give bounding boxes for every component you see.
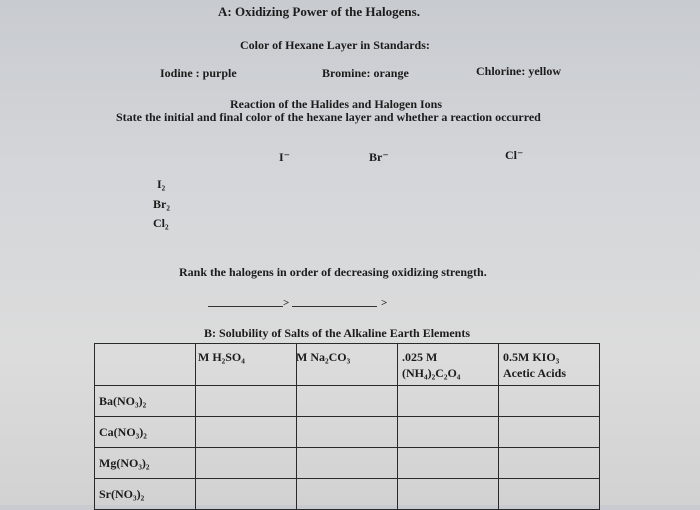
table-cell[interactable]: [398, 448, 499, 479]
row-label-mg: Mg(NO₃)₂: [95, 448, 196, 479]
section-b-title: B: Solubility of Salts of the Alkaline Earth Elements: [204, 326, 471, 340]
header-oxalate-line1: .025 M: [402, 349, 438, 364]
col-header-chloride: Cl⁻: [505, 148, 524, 162]
table-cell[interactable]: [499, 417, 600, 448]
table-cell[interactable]: [398, 386, 499, 417]
reaction-heading: Reaction of the Halides and Halogen Ions: [230, 97, 443, 111]
table-cell[interactable]: [297, 417, 398, 448]
table-cell: [196, 344, 297, 386]
table-row: [95, 417, 600, 448]
header-kio3-line2: Acetic Acids: [503, 365, 566, 380]
header-oxalate-line2: (NH₄)₂C₂O₄: [402, 365, 461, 380]
row-label-sr: Sr(NO₃)₂: [95, 479, 196, 510]
header-kio3-cell: [499, 344, 600, 386]
header-na2co3: M Na₂CO₃: [296, 350, 351, 364]
table-cell: [297, 344, 398, 386]
table-cell[interactable]: [499, 386, 600, 417]
row-label-iodine: I₂: [157, 177, 166, 191]
row-label-chlorine: Cl₂: [153, 216, 169, 230]
table-header-row: [95, 344, 600, 386]
rank-blank-1[interactable]: [208, 306, 283, 307]
table-cell[interactable]: [196, 417, 297, 448]
header-oxalate-cell: [398, 344, 499, 386]
rank-separator-2: >: [381, 297, 388, 309]
section-a-title: A: Oxidizing Power of the Halogens.: [218, 4, 420, 19]
table-cell: [95, 344, 196, 386]
row-label-ca: Ca(NO₃)₂: [95, 417, 196, 448]
row-label-bromine: Br₂: [153, 197, 170, 211]
iodine-standard: Iodine : purple: [160, 66, 237, 80]
table-cell[interactable]: [196, 448, 297, 479]
rank-prompt: Rank the halogens in order of decreasing oxidizing strength.: [179, 265, 487, 279]
table-cell[interactable]: [297, 386, 398, 417]
bromine-standard: Bromine: orange: [322, 66, 409, 80]
col-header-iodide: I⁻: [279, 150, 291, 164]
table-cell[interactable]: [398, 417, 499, 448]
instruction-text: State the initial and final color of the hexane layer and whether a reaction occurred: [116, 110, 541, 124]
standards-heading: Color of Hexane Layer in Standards:: [240, 38, 430, 52]
row-label-ba: Ba(NO₃)₂: [95, 386, 196, 417]
col-header-bromide: Br⁻: [369, 150, 389, 164]
rank-separator-1: >: [283, 297, 290, 309]
table-row: [95, 386, 600, 417]
chlorine-standard: Chlorine: yellow: [476, 64, 561, 78]
table-cell[interactable]: [196, 386, 297, 417]
table-row: [95, 448, 600, 479]
header-kio3-line1: 0.5M KIO₃: [503, 349, 560, 364]
table-cell[interactable]: [297, 448, 398, 479]
solubility-table: [94, 343, 600, 510]
header-h2so4: M H₂SO₄: [198, 350, 245, 364]
rank-blank-2[interactable]: [292, 306, 377, 307]
table-cell[interactable]: [499, 448, 600, 479]
